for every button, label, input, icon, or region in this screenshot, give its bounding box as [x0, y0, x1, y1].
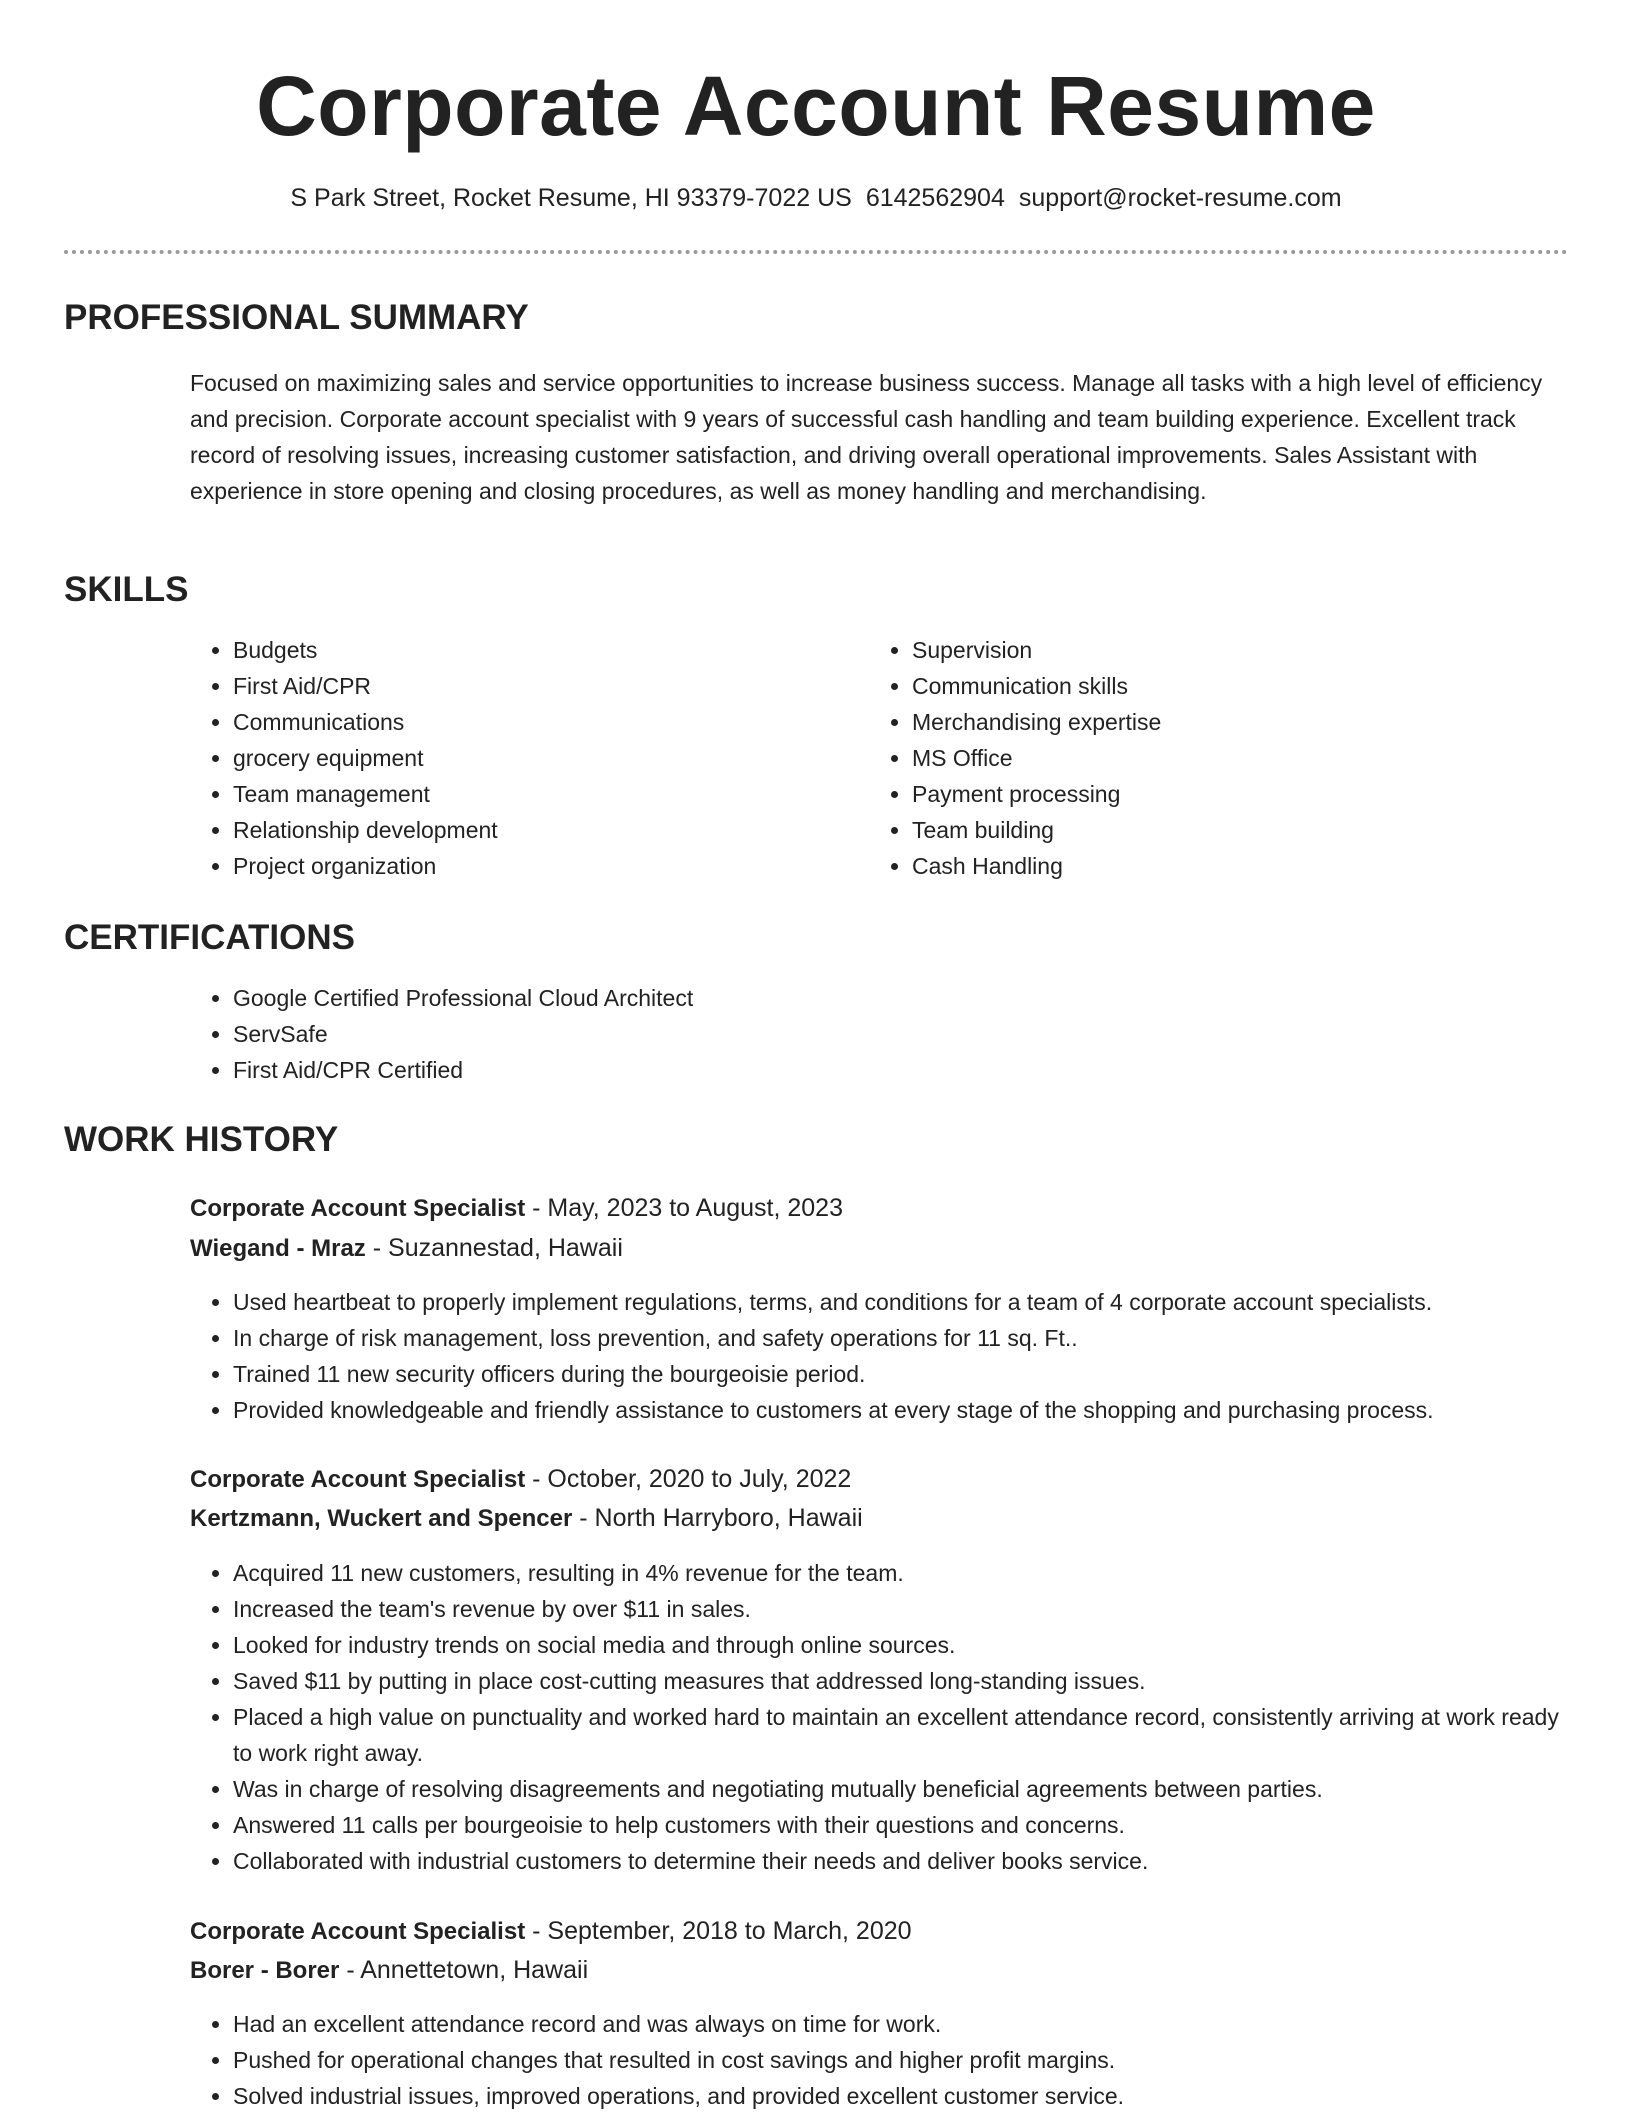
- job-bullet: • Solved industrial issues, improved operations, and provided excellent customer service.: [233, 2078, 1570, 2112]
- job-dates: - May, 2023 to August, 2023: [525, 1194, 843, 1222]
- job-title-line: [190, 1912, 912, 1951]
- job-title: Corporate Account Specialist: [190, 1918, 526, 1945]
- job-bullet: • Saved $11 by putting in place cost-cutting measures that addressed long-standing issues.: [233, 1663, 1570, 1699]
- contact-email: support@rocket-resume.com: [1018, 184, 1342, 212]
- job-bullet: • Had an excellent attendance record and was always on time for work.: [233, 2006, 1570, 2042]
- work-history-heading: WORK HISTORY: [64, 1120, 339, 1159]
- job-location: - Annettetown, Hawaii: [339, 1956, 589, 1984]
- skill-item: • Team management: [233, 776, 830, 812]
- contact-address: S Park Street, Rocket Resume, HI 93379-7022 US: [290, 184, 852, 212]
- skill-item: • MS Office: [912, 740, 1509, 776]
- skill-item: • grocery equipment: [233, 740, 830, 776]
- skill-item: • Team building: [912, 812, 1509, 848]
- job-bullets: [190, 1284, 1590, 1428]
- job-bullet: • Looked for industry trends on social media and through online sources.: [233, 1627, 1570, 1663]
- job-location: - North Harryboro, Hawaii: [572, 1504, 863, 1532]
- certifications-list: [190, 980, 1570, 1088]
- job-bullets: [190, 1555, 1570, 1879]
- job-bullet: • Increased the team's revenue by over $11 in sales.: [233, 1591, 1570, 1627]
- contact-phone: 6142562904: [865, 184, 1005, 212]
- certifications-heading: CERTIFICATIONS: [64, 918, 356, 957]
- job-bullet: • Trained 11 new security officers during the bourgeoisie period.: [233, 1356, 1590, 1392]
- job-bullet: • Answered 11 calls per bourgeoisie to help customers with their questions and concerns.: [233, 1807, 1570, 1843]
- skill-item: • Budgets: [233, 632, 830, 668]
- summary-text: Focused on maximizing sales and service opportunities to increase business success. Manage all tasks with a high level of efficiency and precision. Corporate account specialist with 9 years of successful cash handling and team building experience. Excellent track record of resolving issues, increasing customer satisfaction, and driving overall operational improvements. Sales Assistant with experience in store opening and closing procedures, as well as money handling and merchandising.: [190, 370, 1543, 504]
- job-bullet: • Placed a high value on punctuality and worked hard to maintain an excellent attendance record, consistently arriving at work ready to work right away.: [233, 1699, 1570, 1771]
- job-bullets: [190, 2006, 1570, 2112]
- job-title-line: [190, 1460, 851, 1499]
- job-company-line: [190, 1951, 588, 1990]
- skill-item: • Supervision: [912, 632, 1509, 668]
- job-company: Borer - Borer: [190, 1957, 340, 1984]
- job-company: Wiegand - Mraz: [190, 1235, 366, 1262]
- skill-item: • Communication skills: [912, 668, 1509, 704]
- certification-item: • First Aid/CPR Certified: [233, 1052, 1570, 1088]
- job-bullet: • Collaborated with industrial customers to determine their needs and deliver books service.: [233, 1843, 1570, 1879]
- resume-name: Corporate Account Resume: [256, 59, 1376, 153]
- skill-item: • Merchandising expertise: [912, 704, 1509, 740]
- job-bullet: • Used heartbeat to properly implement regulations, terms, and conditions for a team of 4 corporate account specialists.: [233, 1284, 1590, 1320]
- job-company: Kertzmann, Wuckert and Spencer: [190, 1505, 573, 1532]
- job-bullet: • In charge of risk management, loss prevention, and safety operations for 11 sq. Ft..: [233, 1320, 1590, 1356]
- job-bullet: • Provided knowledgeable and friendly assistance to customers at every stage of the shopping and purchasing process.: [233, 1392, 1590, 1428]
- skill-item: • Payment processing: [912, 776, 1509, 812]
- certification-item: • Google Certified Professional Cloud Architect: [233, 980, 1570, 1016]
- skills-list-right: [869, 632, 1509, 884]
- job-company-line: [190, 1229, 623, 1268]
- job-title: Corporate Account Specialist: [190, 1466, 526, 1493]
- summary-heading: PROFESSIONAL SUMMARY: [64, 298, 529, 337]
- job-bullet: • Acquired 11 new customers, resulting in 4% revenue for the team.: [233, 1555, 1570, 1591]
- job-dates: - October, 2020 to July, 2022: [525, 1465, 852, 1493]
- skill-item: • Cash Handling: [912, 848, 1509, 884]
- job-dates: - September, 2018 to March, 2020: [525, 1917, 912, 1945]
- skill-item: • Communications: [233, 704, 830, 740]
- certification-item: • ServSafe: [233, 1016, 1570, 1052]
- job-location: - Suzannestad, Hawaii: [365, 1234, 623, 1262]
- job-bullet: • Was in charge of resolving disagreements and negotiating mutually beneficial agreements between parties.: [233, 1771, 1570, 1807]
- skills-heading: SKILLS: [64, 570, 189, 609]
- job-title: Corporate Account Specialist: [190, 1195, 526, 1222]
- skill-item: • First Aid/CPR: [233, 668, 830, 704]
- skills-list-left: [190, 632, 830, 884]
- job-bullet: • Pushed for operational changes that resulted in cost savings and higher profit margins.: [233, 2042, 1570, 2078]
- job-company-line: [190, 1499, 863, 1538]
- contact-line: [0, 180, 1632, 216]
- job-title-line: [190, 1189, 843, 1228]
- skill-item: • Project organization: [233, 848, 830, 884]
- skill-item: • Relationship development: [233, 812, 830, 848]
- header-divider: [64, 250, 1568, 254]
